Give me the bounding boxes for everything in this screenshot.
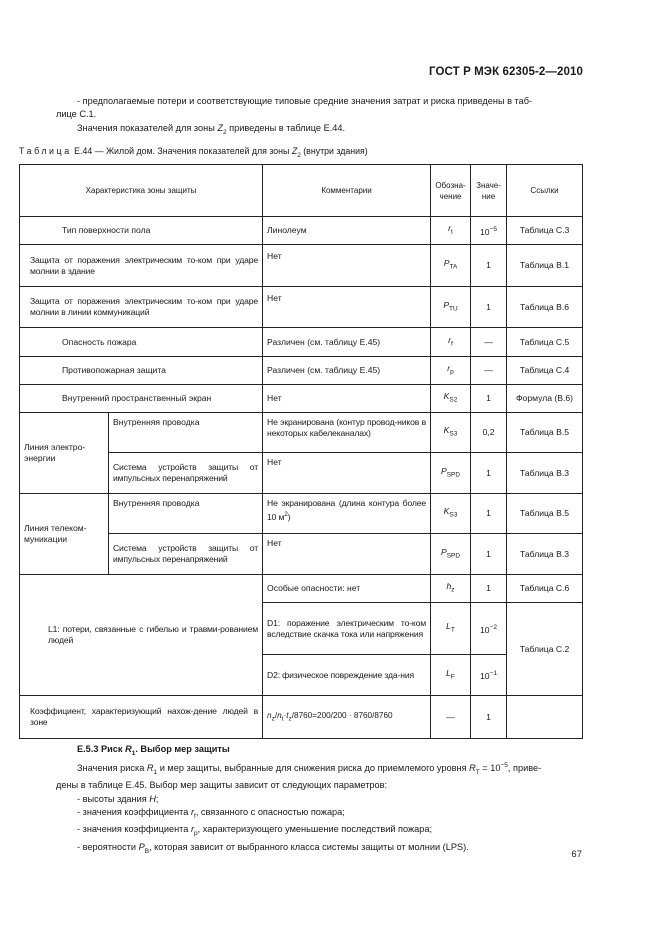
table-caption: Таблица Е.44 — Жилой дом. Значения показателей для зоны $Z_2$ (внутри здания) xyxy=(19,146,368,159)
row-ref xyxy=(507,696,583,739)
table-row xyxy=(20,217,583,245)
header-refs: Ссылки xyxy=(507,165,583,217)
intro-line-2: лице С.1. xyxy=(56,109,97,120)
list-item: - вероятности $P_B$, которая зависит от выбранного класса системы защиты от молнии (LPS). xyxy=(77,841,469,855)
row-symbol: $P_{SPD}$ xyxy=(431,453,471,494)
list-item: - высоты здания H; xyxy=(77,793,159,804)
row-symbol: $K_{S2}$ xyxy=(431,385,471,413)
group-telecom-line: Линия телеком-муникации xyxy=(20,494,109,575)
row-name: Опасность пожара xyxy=(20,328,263,357)
table-row xyxy=(20,328,583,357)
section-paragraph-line-2: дены в таблице Е.45. Выбор мер защиты зависит от следующих параметров: xyxy=(56,780,388,791)
row-ref: Таблица В.5 xyxy=(507,494,583,534)
list-item: - значения коэффициента $r_f$, связанного с опасностью пожара; xyxy=(77,807,345,820)
row-value: 1 xyxy=(471,575,507,603)
row-name: L1: потери, связанные с гибелью и травми-рованием людей xyxy=(20,575,263,696)
table-row xyxy=(20,385,583,413)
row-value: $10^{-2}$ xyxy=(471,603,507,655)
row-ref: Таблица В.6 xyxy=(507,287,583,328)
table-row xyxy=(20,287,583,328)
row-value: — xyxy=(471,357,507,385)
header-comments: Комментарии xyxy=(263,165,431,217)
row-symbol: $P_{SPD}$ xyxy=(431,534,471,575)
table-row xyxy=(20,357,583,385)
row-symbol: $L_T$ xyxy=(431,603,471,655)
row-value: 1 xyxy=(471,453,507,494)
row-value: — xyxy=(471,328,507,357)
row-name: Внутренний пространственный экран xyxy=(20,385,263,413)
row-comment: Линолеум xyxy=(263,217,431,245)
row-value: 1 xyxy=(471,696,507,739)
row-value: 1 xyxy=(471,245,507,287)
row-ref: Таблица С.6 xyxy=(507,575,583,603)
row-comment: Различен (см. таблицу Е.45) xyxy=(263,357,431,385)
row-comment: Нет xyxy=(263,385,431,413)
row-name: Защита от поражения электрическим то-ком при ударе молнии в линии коммуникаций xyxy=(20,287,263,328)
row-symbol: $r_f$ xyxy=(431,328,471,357)
parameters-table xyxy=(19,164,583,739)
row-comment: Нет xyxy=(263,534,431,575)
table-row xyxy=(20,696,583,739)
row-ref: Таблица В.5 xyxy=(507,413,583,453)
row-comment: Различен (см. таблицу Е.45) xyxy=(263,328,431,357)
row-value: 1 xyxy=(471,287,507,328)
row-comment: D2: физическое повреждение зда-ния xyxy=(263,655,431,696)
row-name: Тип поверхности пола xyxy=(20,217,263,245)
row-name: Система устройств защиты от импульсных перенапряжений xyxy=(109,453,263,494)
intro-line-1: - предполагаемые потери и соответствующие типовые средние значения затрат и риска приведены в таб- xyxy=(77,96,533,106)
row-symbol: — xyxy=(431,696,471,739)
row-ref: Таблица С.5 xyxy=(507,328,583,357)
row-comment: D1: поражение электрическим то-ком вследствие скачка тока или напряжения xyxy=(263,603,431,655)
row-name: Внутренняя проводка xyxy=(109,494,263,534)
row-name: Защита от поражения электрическим то-ком при ударе молнии в здание xyxy=(20,245,263,287)
row-symbol: $h_z$ xyxy=(431,575,471,603)
section-heading: Е.5.3 Риск $R_1$. Выбор мер защиты xyxy=(77,744,230,757)
row-comment: Особые опасности: нет xyxy=(263,575,431,603)
row-value: 1 xyxy=(471,534,507,575)
row-comment: Нет xyxy=(263,453,431,494)
list-item: - значения коэффициента $r_p$, характеризующего уменьшение последствий пожара; xyxy=(77,824,433,838)
table-header-row xyxy=(20,165,583,217)
document-header: ГОСТ Р МЭК 62305-2—2010 xyxy=(429,66,583,78)
row-symbol: $P_{TU}$ xyxy=(431,287,471,328)
row-symbol: $r_t$ xyxy=(431,217,471,245)
table-row xyxy=(20,494,583,534)
row-name: Система устройств защиты от импульсных перенапряжений xyxy=(109,534,263,575)
intro-paragraph xyxy=(56,95,582,139)
row-name: Коэффициент, характеризующий нахож-дение людей в зоне xyxy=(20,696,263,739)
section-body xyxy=(56,759,582,858)
row-ref: Таблица С.2 xyxy=(507,603,583,696)
header-symbol: Обозна- чение xyxy=(431,165,471,217)
row-symbol: $P_{TA}$ xyxy=(431,245,471,287)
row-value: 1 xyxy=(471,494,507,534)
row-value: 1 xyxy=(471,385,507,413)
row-comment: Нет xyxy=(263,245,431,287)
row-symbol: $L_F$ xyxy=(431,655,471,696)
header-value: Значе- ние xyxy=(471,165,507,217)
row-ref: Таблица С.4 xyxy=(507,357,583,385)
row-ref: Таблица В.1 xyxy=(507,245,583,287)
row-name: Внутренняя проводка xyxy=(109,413,263,453)
row-ref: Таблица С.3 xyxy=(507,217,583,245)
parameters-list xyxy=(56,793,582,858)
table-row xyxy=(20,575,583,603)
section-paragraph-line-1: Значения риска $R_1$ и мер защиты, выбранные для снижения риска до приемлемого уровня $R_T = 10^{-5}$, приве- xyxy=(77,762,542,776)
row-ref: Таблица В.3 xyxy=(507,453,583,494)
group-power-line: Линия электро-энергии xyxy=(20,413,109,494)
row-value: $10^{-5}$ xyxy=(471,217,507,245)
row-comment: Не экранирована (контур провод-ников в некоторых кабелеканалах) xyxy=(263,413,431,453)
row-comment: $n_z/n_t\cdot t_z/8760=200/200 \cdot 8760/8760$ xyxy=(263,696,431,739)
row-ref: Формула (В.6) xyxy=(507,385,583,413)
page-number: 67 xyxy=(571,849,582,860)
row-symbol: $K_{S3}$ xyxy=(431,494,471,534)
row-symbol: $r_p$ xyxy=(431,357,471,385)
row-symbol: $K_{S3}$ xyxy=(431,413,471,453)
row-ref: Таблица В.3 xyxy=(507,534,583,575)
intro-line-3: Значения показателей для зоны $Z_2$ приведены в таблице Е.44. xyxy=(77,122,346,136)
row-value: $10^{-1}$ xyxy=(471,655,507,696)
table-row xyxy=(20,245,583,287)
row-comment: Не экранирована (длина контура более 10 $м^2$) xyxy=(263,494,431,534)
row-name: Противопожарная защита xyxy=(20,357,263,385)
table-row xyxy=(20,413,583,453)
row-value: 0,2 xyxy=(471,413,507,453)
row-comment: Нет xyxy=(263,287,431,328)
header-characteristic: Характеристика зоны защиты xyxy=(20,165,263,217)
